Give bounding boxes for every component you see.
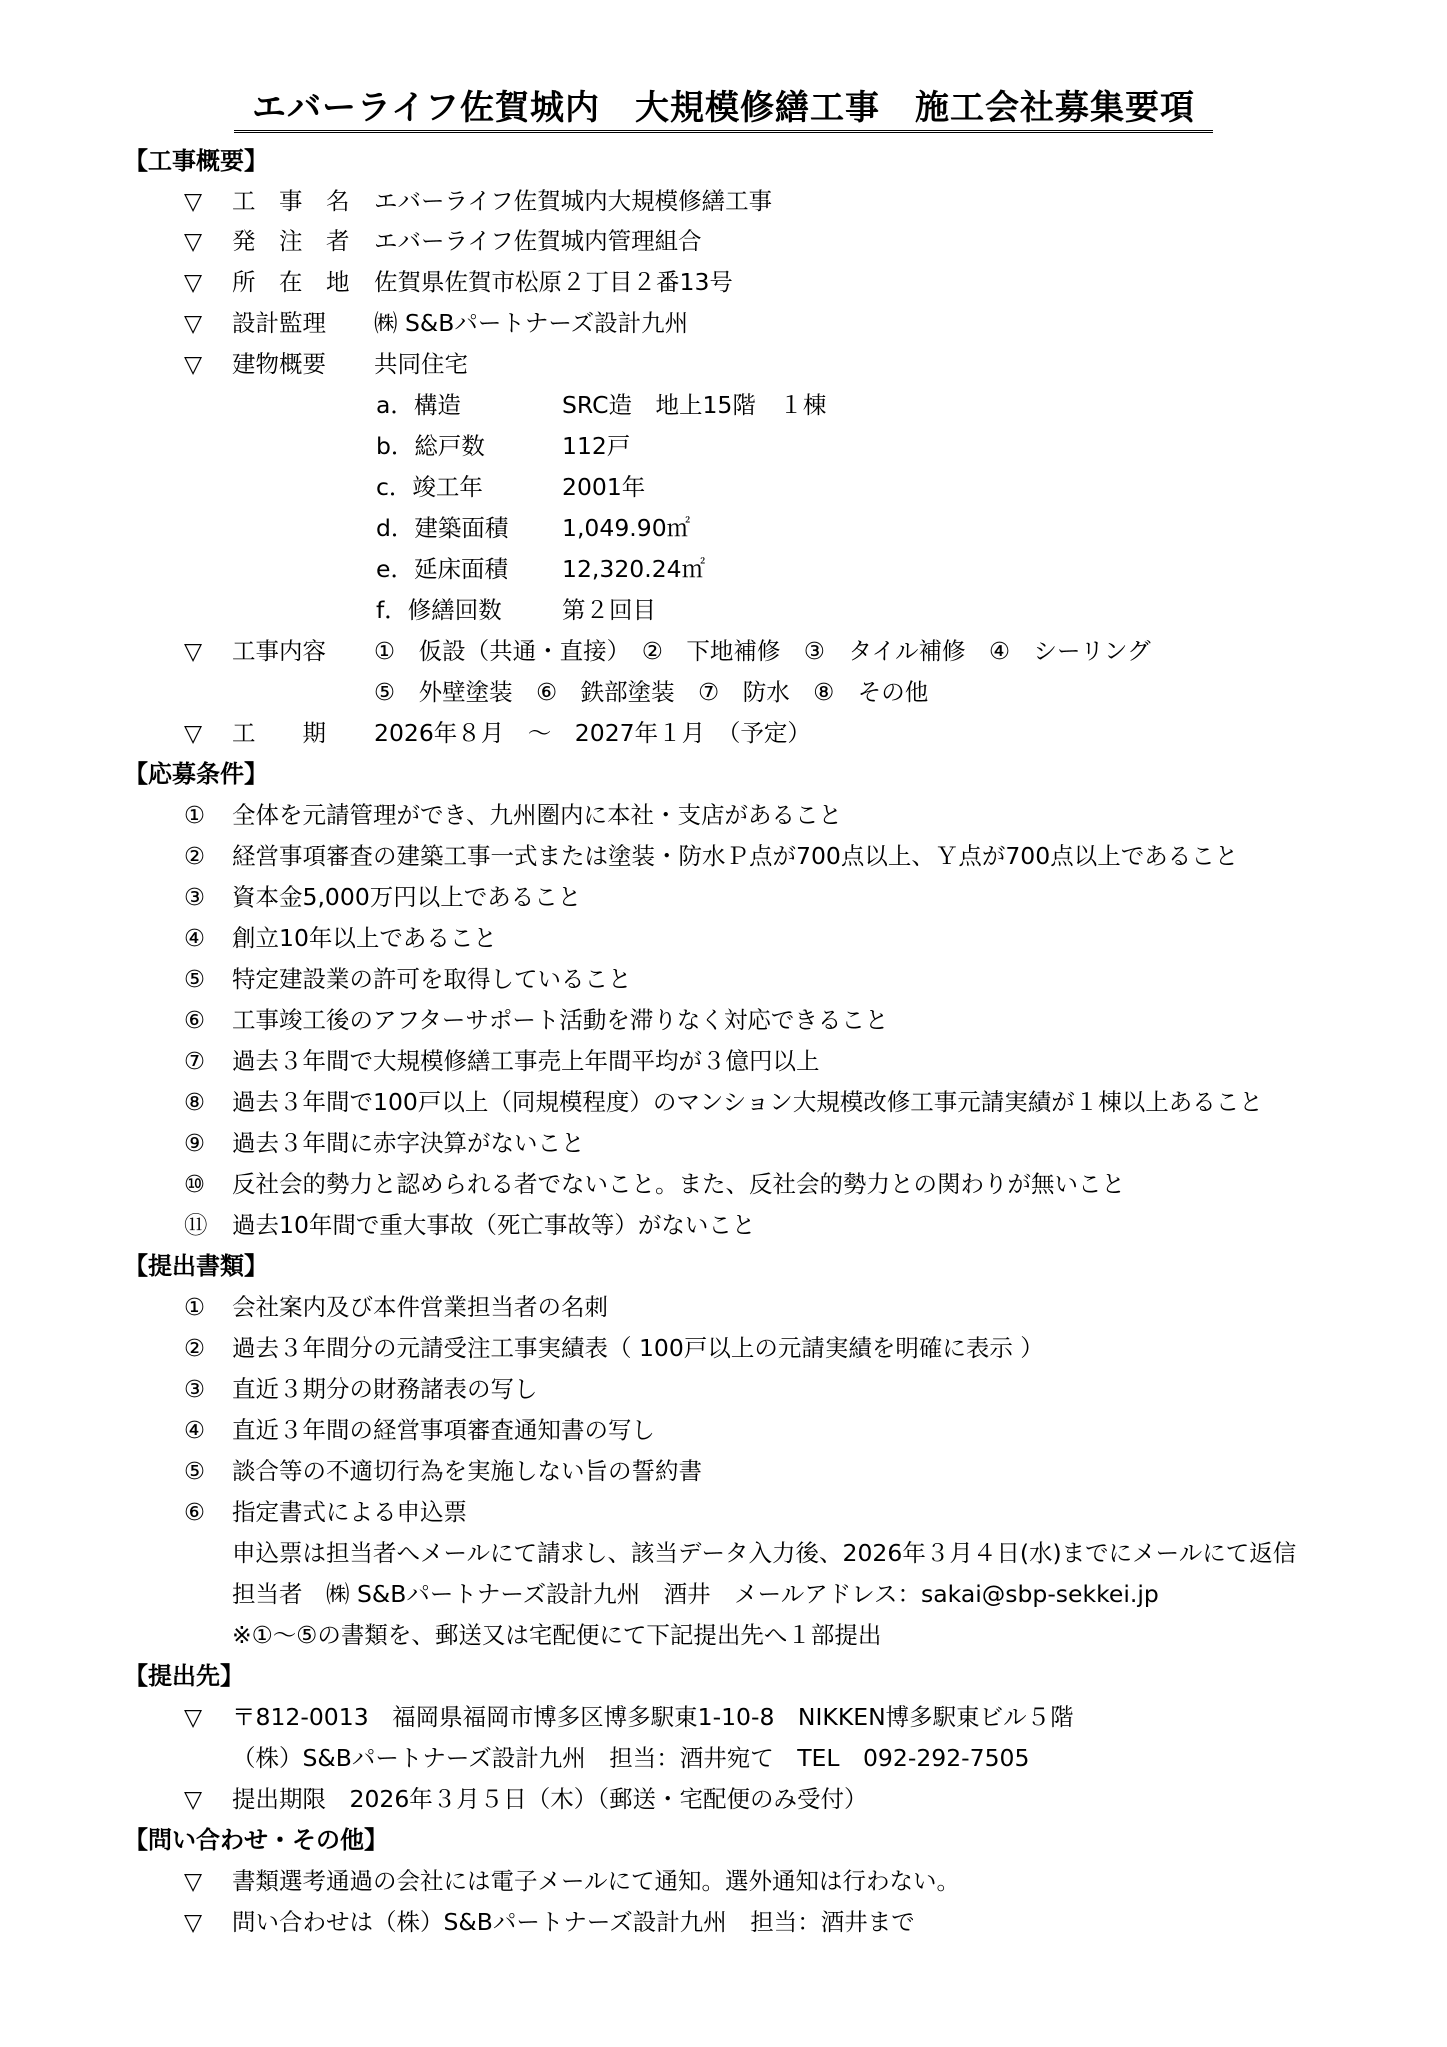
document-text: 過去３年間分の元請受注工事実績表（ 100戸以上の元請実績を明確に表示 ）	[232, 1334, 1044, 1362]
condition-number: ①	[184, 801, 206, 829]
contact-note-inquiry: 問い合わせは（株）S&Bパートナーズ設計九州 担当：酒井まで	[232, 1908, 915, 1936]
document-number: ②	[184, 1334, 206, 1362]
overview-client-label: 発 注 者	[232, 227, 350, 255]
condition-number: ⑦	[184, 1047, 206, 1075]
condition-number: ⑨	[184, 1129, 206, 1157]
building-detail-label: f．修繕回数	[376, 596, 502, 624]
building-detail-value: SRC造 地上15階 １棟	[562, 391, 827, 419]
overview-period-value: 2026年８月 ～ 2027年１月 （予定）	[374, 719, 811, 747]
condition-number: ④	[184, 924, 206, 952]
section-heading-overview: 【工事概要】	[124, 147, 268, 175]
overview-content-label: 工事内容	[232, 637, 326, 665]
condition-text: 過去３年間で大規模修繕工事売上年間平均が３億円以上	[232, 1047, 820, 1075]
document-text: 談合等の不適切行為を実施しない旨の誓約書	[232, 1457, 702, 1485]
condition-text: 反社会的勢力と認められる者でないこと。また、反社会的勢力との関わりが無いこと	[232, 1170, 1125, 1198]
building-detail-value: 112戸	[562, 432, 631, 460]
condition-number: ③	[184, 883, 206, 911]
triangle-bullet-icon: ▽	[184, 350, 203, 378]
document-note-contact: 担当者 ㈱ S&Bパートナーズ設計九州 酒井 メールアドレス：sakai@sbp-sekkei.jp	[232, 1580, 1159, 1608]
document-text: 指定書式による申込票	[232, 1498, 467, 1526]
overview-client-value: エバーライフ佐賀城内管理組合	[374, 227, 702, 255]
condition-number: ⑤	[184, 965, 206, 993]
building-detail-label: d．建築面積	[376, 514, 509, 542]
overview-building-label: 建物概要	[232, 350, 326, 378]
document-number: ⑥	[184, 1498, 206, 1526]
document-text: 直近３期分の財務諸表の写し	[232, 1375, 538, 1403]
condition-number: ②	[184, 842, 206, 870]
overview-period-label: 工 期	[232, 719, 326, 747]
triangle-bullet-icon: ▽	[184, 1785, 203, 1813]
contact-note-selection: 書類選考通過の会社には電子メールにて通知。選外通知は行わない。	[232, 1867, 961, 1895]
section-heading-conditions: 【応募条件】	[124, 760, 268, 788]
overview-location-label: 所 在 地	[232, 268, 350, 296]
document-number: ④	[184, 1416, 206, 1444]
condition-number: ⑪	[184, 1211, 208, 1239]
triangle-bullet-icon: ▽	[184, 268, 203, 296]
overview-location-value: 佐賀県佐賀市松原２丁目２番13号	[374, 268, 733, 296]
building-detail-label: c．竣工年	[376, 473, 483, 501]
document-title: エバーライフ佐賀城内 大規模修繕工事 施工会社募集要項	[0, 80, 1447, 129]
destination-company: （株）S&Bパートナーズ設計九州 担当：酒井宛て TEL 092-292-7505	[232, 1744, 1030, 1772]
condition-number: ⑥	[184, 1006, 206, 1034]
condition-text: 全体を元請管理ができ、九州圏内に本社・支店があること	[232, 801, 843, 829]
document-number: ③	[184, 1375, 206, 1403]
condition-text: 過去３年間に赤字決算がないこと	[232, 1129, 585, 1157]
overview-content-line2: ⑤ 外壁塗装 ⑥ 鉄部塗装 ⑦ 防水 ⑧ その他	[374, 678, 929, 706]
section-heading-destination: 【提出先】	[124, 1662, 244, 1690]
condition-text: 工事竣工後のアフターサポート活動を滞りなく対応できること	[232, 1006, 889, 1034]
overview-supervisor-label: 設計監理	[232, 309, 326, 337]
document-note-submission: ※①～⑤の書類を、郵送又は宅配便にて下記提出先へ１部提出	[232, 1621, 882, 1649]
condition-number: ⑧	[184, 1088, 206, 1116]
condition-text: 資本金5,000万円以上であること	[232, 883, 582, 911]
building-detail-value: 1,049.90㎡	[562, 514, 691, 542]
condition-number: ⑩	[184, 1170, 206, 1198]
building-detail-label: a．構造	[376, 391, 461, 419]
destination-address: 〒812-0013 福岡県福岡市博多区博多駅東1-10-8 NIKKEN博多駅東ビル５階	[232, 1703, 1074, 1731]
document-text: 直近３年間の経営事項審査通知書の写し	[232, 1416, 655, 1444]
overview-content-line1: ① 仮設（共通・直接） ② 下地補修 ③ タイル補修 ④ シーリング	[374, 637, 1151, 665]
section-heading-contact: 【問い合わせ・その他】	[124, 1826, 388, 1854]
building-detail-label: b．総戸数	[376, 432, 485, 460]
section-heading-documents: 【提出書類】	[124, 1252, 268, 1280]
building-detail-value: 2001年	[562, 473, 646, 501]
triangle-bullet-icon: ▽	[184, 1867, 203, 1895]
condition-text: 過去10年間で重大事故（死亡事故等）がないこと	[232, 1211, 756, 1239]
triangle-bullet-icon: ▽	[184, 227, 203, 255]
building-detail-value: 第２回目	[562, 596, 656, 624]
condition-text: 過去３年間で100戸以上（同規模程度）のマンション大規模改修工事元請実績が１棟以上あること	[232, 1088, 1263, 1116]
document-number: ①	[184, 1293, 206, 1321]
destination-deadline: 提出期限 2026年３月５日（木）（郵送・宅配便のみ受付）	[232, 1785, 868, 1813]
triangle-bullet-icon: ▽	[184, 637, 203, 665]
triangle-bullet-icon: ▽	[184, 309, 203, 337]
overview-supervisor-value: ㈱ S&Bパートナーズ設計九州	[374, 309, 689, 337]
overview-name-value: エバーライフ佐賀城内大規模修繕工事	[374, 187, 773, 215]
triangle-bullet-icon: ▽	[184, 719, 203, 747]
overview-name-label: 工 事 名	[232, 187, 350, 215]
condition-text: 創立10年以上であること	[232, 924, 497, 952]
triangle-bullet-icon: ▽	[184, 1908, 203, 1936]
document-number: ⑤	[184, 1457, 206, 1485]
document-text: 会社案内及び本件営業担当者の名刺	[232, 1293, 608, 1321]
condition-text: 特定建設業の許可を取得していること	[232, 965, 632, 993]
triangle-bullet-icon: ▽	[184, 1703, 203, 1731]
triangle-bullet-icon: ▽	[184, 187, 203, 215]
building-detail-label: e．延床面積	[376, 555, 508, 583]
document-note-request: 申込票は担当者へメールにて請求し、該当データ入力後、2026年３月４日(水)までにメールにて返信	[232, 1539, 1297, 1567]
condition-text: 経営事項審査の建築工事一式または塗装・防水Ｐ点が700点以上、Ｙ点が700点以上であること	[232, 842, 1239, 870]
overview-building-value: 共同住宅	[374, 350, 468, 378]
building-detail-value: 12,320.24㎡	[562, 555, 706, 583]
